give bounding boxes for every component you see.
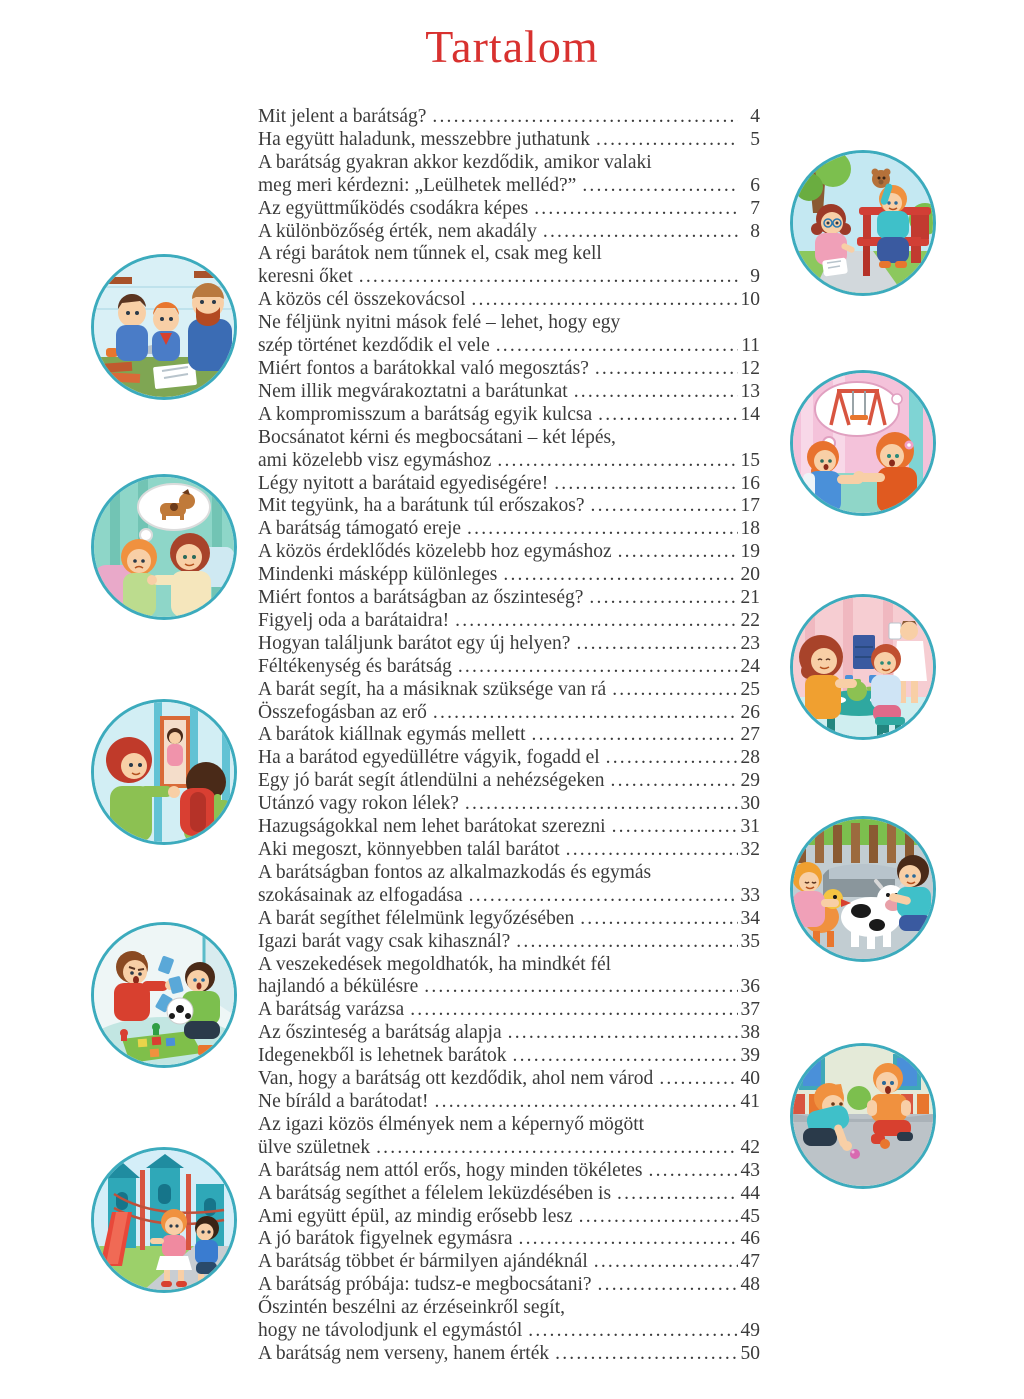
toc-entry [258,1068,760,1091]
toc-entry-text: Aki megoszt, könnyebben talál barátot [258,839,560,860]
dot-leader [459,793,738,816]
toc-entry [258,106,760,129]
page-number: 40 [740,1068,760,1090]
toc-entry [258,770,760,793]
toc-entry [258,976,760,999]
dot-leader [497,564,738,587]
toc-entry-text: Bocsánatot kérni és megbocsátani – két lépés, [258,426,616,448]
toc-entry-text: Összefogásban az erő [258,701,427,723]
toc-entry-text: Ha együtt haladunk, messzebbre juthatunk [258,128,590,150]
toc-entry-text: A kompromisszum a barátság egyik kulcsa [258,403,593,425]
dot-leader [653,1068,738,1091]
toc-entry-text: Ha a barátod egyedüllétre vágyik, fogadd el [258,747,600,769]
page-number: 42 [740,1136,760,1158]
page-number: 34 [740,907,760,929]
toc-entry [258,587,760,610]
dot-leader [461,518,738,541]
page-number: 22 [740,609,760,631]
toc-entry-text: A közös érdeklődés közelebb hoz egymáshoz [258,541,612,563]
toc-entry [258,1251,760,1274]
page-number: 30 [740,793,760,815]
toc-entry-text: A barátság nem verseny, hanem érték [258,1342,550,1364]
dot-leader [522,1320,738,1343]
toc-entry-text: Az igazi közös élmények nem a képernyő mögött [258,1113,645,1135]
page-number: 11 [741,335,760,357]
toc-entry [258,495,760,518]
page-number: 6 [750,174,760,196]
toc-entry [258,473,760,496]
page-number: 38 [740,1022,760,1044]
toc-entry [258,1045,760,1068]
dot-leader [465,289,738,312]
toc-entry [258,747,760,770]
toc-entry-text: Ne bíráld a barátodat! [258,1090,429,1112]
toc-entry [258,450,760,473]
toc-entry [258,862,760,885]
swing-argument-scene-illustration [790,370,936,516]
dot-leader [568,381,738,404]
toc-entry [258,724,760,747]
toc-entry-text: Miért fontos a barátságban az őszinteség? [258,587,584,609]
dot-leader [589,358,738,381]
toc-entry [258,152,760,175]
toc-entry-text: Mit jelent a barátság? [258,106,427,127]
toc-entry [258,198,760,221]
page-number: 19 [740,541,760,563]
toc-entry [258,518,760,541]
toc-entry-text: A barátság nem attól erős, hogy minden tökéletes [258,1159,643,1181]
dot-leader [370,1137,738,1160]
page-number: 25 [740,678,760,700]
dot-leader [606,816,738,839]
toc-entry [258,1137,760,1160]
toc-entry-text: Van, hogy a barátság ott kezdődik, ahol nem várod [258,1068,654,1090]
toc-entry [258,1114,760,1137]
toc-entry [258,1274,760,1297]
toc-entry [258,289,760,312]
toc-entry [258,129,760,152]
dot-leader [574,908,738,931]
toc-entry [258,633,760,656]
toc-entry [258,885,760,908]
toc-entry-text: Egy jó barát segít átlendülni a nehézségeken [258,770,605,792]
toc-entry [258,381,760,404]
workshop-scene-illustration [91,254,237,400]
toc-entry-text: hogy ne távolodjunk el egymástól [258,1320,523,1342]
page-number: 23 [740,632,760,654]
toc-entry-text: A barát segít, ha a másiknak szüksége van rá [258,678,607,700]
page-number: 14 [740,403,760,425]
page-number: 26 [740,701,760,723]
toc-entry-text: A barátság próbája: tudsz-e megbocsátani? [258,1274,592,1296]
dot-leader [573,1206,738,1229]
toc-entry [258,175,760,198]
page-number: 41 [740,1090,760,1112]
toc-entry-text: meg meri kérdezni: „Leülhetek melléd?” [258,174,577,196]
dot-leader [560,839,738,862]
page-number: 44 [740,1182,760,1204]
dot-leader [507,1045,738,1068]
toc-entry [258,656,760,679]
toc-entry-text: A barátság varázsa [258,999,405,1021]
page-number: 17 [740,495,760,517]
page-number: 43 [740,1159,760,1181]
marbles-scene-illustration [790,1043,936,1189]
toc-entry [258,541,760,564]
toc-entry-text: Az együttműködés csodákra képes [258,197,529,219]
dot-leader [353,266,738,289]
toc-entry-text: Igazi barát vagy csak kihasznál? [258,930,511,952]
toc-entry [258,839,760,862]
page-number: 21 [740,587,760,609]
toc-entry-text: Ami együtt épül, az mindig erősebb lesz [258,1205,573,1227]
dot-leader [612,541,738,564]
tea-party-scene-image [793,597,933,737]
dot-leader [429,1091,738,1114]
toc-entry [258,816,760,839]
toc-entry-text: Figyelj oda a barátaidra! [258,609,450,631]
park-bench-scene-illustration [790,150,936,296]
toy-animals-scene-illustration [790,816,936,962]
toc-entry [258,999,760,1022]
page-number: 49 [740,1320,760,1342]
toc-entry [258,312,760,335]
dot-leader [600,747,738,770]
dot-leader [583,587,738,610]
page-number: 36 [740,976,760,998]
playground-scene-illustration [91,1147,237,1293]
toc-entry [258,1183,760,1206]
toc-entry [258,427,760,450]
dot-leader [605,770,738,793]
toc-entry-text: szép történet kezdődik el vele [258,335,490,357]
dot-leader [590,129,738,152]
dot-leader [452,656,738,679]
toc-entry-text: A barátság támogató ereje [258,518,462,540]
toc-entry-text: A különbözőség érték, nem akadály [258,220,537,242]
toc-entry-text: ami közelebb visz egymáshoz [258,449,492,471]
page-number: 27 [740,724,760,746]
toc-entry-text: Utánzó vagy rokon lélek? [258,793,459,815]
page-number: 24 [740,655,760,677]
dot-leader [549,1343,738,1366]
toc-entry [258,702,760,725]
page-number: 50 [740,1342,760,1364]
dot-leader [427,702,738,725]
locker-room-scene-illustration [91,699,237,845]
dot-leader [490,335,738,358]
toc-entry-text: Ne féljünk nyitni mások felé – lehet, hogy egy [258,312,621,334]
swing-argument-scene-image [793,373,933,513]
dot-leader [418,976,738,999]
toy-animals-scene-image [793,819,933,959]
toc-entry [258,1022,760,1045]
toc-entry [258,404,760,427]
toc-entry [258,1343,760,1366]
dot-leader [526,724,738,747]
page-number: 13 [740,380,760,402]
dot-leader [576,175,738,198]
toc-entry-text: Idegenekből is lehetnek barátok [258,1045,507,1067]
dot-leader [611,1183,738,1206]
toc-entry [258,954,760,977]
toc-entry [258,564,760,587]
toc-entry [258,1228,760,1251]
dot-leader [548,473,738,496]
toc-entry-text: Mindenki másképp különleges [258,564,498,586]
toc-entry-text: ülve születnek [258,1136,371,1158]
page-number: 7 [750,197,760,219]
dot-leader [592,1274,738,1297]
page-title: Tartalom [425,21,599,72]
toc-entry [258,358,760,381]
tea-party-scene-illustration [790,594,936,740]
toc-entry-text: A barát segíthet félelmünk legyőzésében [258,907,575,929]
dot-leader [588,1251,738,1274]
dot-leader [570,633,738,656]
toc-entry [258,908,760,931]
dot-leader [510,931,738,954]
playground-scene-image [94,1150,234,1290]
toc-entry [258,793,760,816]
page-number: 10 [740,289,760,311]
toc-entry [258,679,760,702]
toc-entry-text: Féltékenység és barátság [258,655,452,677]
toc-entry [258,931,760,954]
toc-entry [258,1320,760,1343]
page-number: 16 [740,472,760,494]
toc-entry-text: Légy nyitott a barátaid egyediségére! [258,472,549,494]
toc-entry-text: A barátok kiállnak egymás mellett [258,724,526,746]
toc-entry-text: A barátság gyakran akkor kezdődik, amikor valaki [258,151,652,173]
page-number: 29 [740,770,760,792]
page-number: 45 [740,1205,760,1227]
page-number: 12 [740,357,760,379]
dot-leader [404,999,738,1022]
board-game-scene-illustration [91,922,237,1068]
page-number: 15 [740,449,760,471]
page-number: 4 [750,106,760,127]
comforting-scene-image [94,477,234,617]
page-number: 5 [750,128,760,150]
page-number: 9 [750,266,760,288]
page-number: 35 [740,930,760,952]
page-number: 31 [740,816,760,838]
dot-leader [513,1228,739,1251]
page-number: 46 [740,1228,760,1250]
toc-entry [258,610,760,633]
park-bench-scene-image [793,153,933,293]
page-number: 37 [740,999,760,1021]
dot-leader [463,885,738,908]
page-number: 8 [750,220,760,242]
toc-list [258,106,760,1366]
toc-entry-text: keresni őket [258,266,353,288]
comforting-scene-illustration [91,474,237,620]
toc-entry-text: Mit tegyünk, ha a barátunk túl erőszakos? [258,495,585,517]
toc-entry-text: Nem illik megvárakoztatni a barátunkat [258,380,568,402]
toc-entry-text: Őszintén beszélni az érzéseinkről segít, [258,1297,566,1319]
toc-entry-text: hajlandó a békülésre [258,976,419,998]
dot-leader [449,610,738,633]
toc-entry-text: A jó barátok figyelnek egymásra [258,1228,513,1250]
toc-entry-text: A veszekedések megoldhatók, ha mindkét fél [258,953,612,975]
toc-entry [258,266,760,289]
dot-leader [592,404,738,427]
dot-leader [528,198,738,221]
page-number: 28 [740,747,760,769]
dot-leader [491,450,738,473]
dot-leader [502,1022,738,1045]
toc-entry [258,1206,760,1229]
toc-entry-text: Hazugságokkal nem lehet barátokat szerezni [258,816,606,838]
page-number: 47 [740,1251,760,1273]
toc-entry-text: szokásainak az elfogadása [258,884,463,906]
dot-leader [537,221,738,244]
locker-room-scene-image [94,702,234,842]
dot-leader [426,106,738,129]
toc-entry-text: A barátság segíthet a félelem leküzdésében is [258,1182,612,1204]
page-number: 18 [740,518,760,540]
toc-entry [258,243,760,266]
toc-entry [258,1160,760,1183]
page-number: 48 [740,1274,760,1296]
dot-leader [643,1160,739,1183]
dot-leader [606,679,738,702]
board-game-scene-image [94,925,234,1065]
page-number: 20 [740,564,760,586]
toc-entry [258,221,760,244]
dot-leader [585,495,738,518]
workshop-scene-image [94,257,234,397]
toc-entry [258,1297,760,1320]
toc-entry-text: Miért fontos a barátokkal való megosztás? [258,357,589,379]
toc-entry-text: A közös cél összekovácsol [258,289,466,311]
toc-entry-text: Az őszinteség a barátság alapja [258,1022,502,1044]
toc-entry [258,335,760,358]
page-number: 33 [740,884,760,906]
toc-entry-text: Hogyan találjunk barátot egy új helyen? [258,632,571,654]
toc-entry [258,1091,760,1114]
toc-entry-text: A régi barátok nem tűnnek el, csak meg kell [258,243,602,265]
marbles-scene-image [793,1046,933,1186]
page-number: 32 [740,839,760,860]
toc-entry-text: A barátságban fontos az alkalmazkodás és egymás [258,861,652,883]
page-number: 39 [740,1045,760,1067]
toc-entry-text: A barátság többet ér bármilyen ajándéknál [258,1251,588,1273]
